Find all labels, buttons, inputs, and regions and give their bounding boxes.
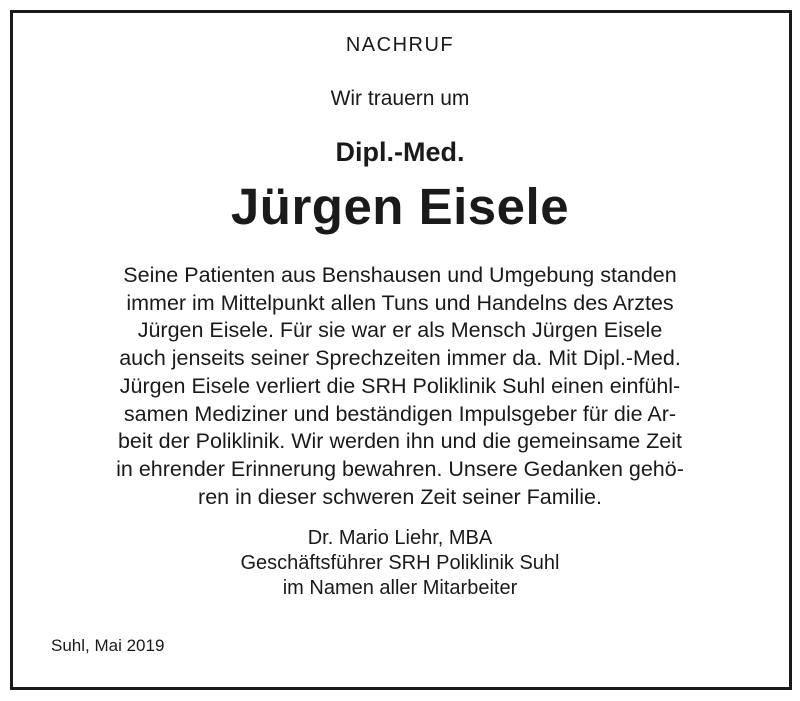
tribute-line: in ehrender Erinnerung bewahren. Unsere Gedanken gehö- xyxy=(116,456,684,481)
tribute-line: Jürgen Eisele. Für sie war er als Mensch Jürgen Eisele xyxy=(137,318,663,343)
signatory-role: Geschäftsführer SRH Poliklinik Suhl xyxy=(240,552,560,574)
tribute-line: Seine Patienten aus Benshausen und Umgebung standen xyxy=(123,263,677,287)
place-date: Suhl, Mai 2019 xyxy=(51,636,165,655)
signatory-behalf: im Namen aller Mitarbeiter xyxy=(282,577,518,599)
tribute-line: immer im Mittelpunkt allen Tuns und Handelns des Arztes xyxy=(126,290,674,315)
tribute-line: samen Mediziner und beständigen Impulsgeber für die Ar- xyxy=(123,401,677,426)
tribute-line: ren in dieser schweren Zeit seiner Familie. xyxy=(198,484,602,509)
intro-text: Wir trauern um xyxy=(330,87,470,110)
deceased-name: Jürgen Eisele xyxy=(230,178,570,235)
tribute-line: auch jenseits seiner Sprechzeiten immer da. Mit Dipl.-Med. xyxy=(119,346,681,371)
signatory-name: Dr. Mario Liehr, MBA xyxy=(307,527,493,549)
academic-title: Dipl.-Med. xyxy=(335,137,465,167)
signature-block xyxy=(0,526,800,601)
tribute-line: Jürgen Eisele verliert die SRH Poliklinik Suhl einen einfühl- xyxy=(119,373,681,398)
tribute-text xyxy=(40,262,760,511)
notice-header: NACHRUF xyxy=(345,34,455,56)
tribute-line: beit der Poliklinik. Wir werden ihn und die gemeinsame Zeit xyxy=(117,429,683,454)
